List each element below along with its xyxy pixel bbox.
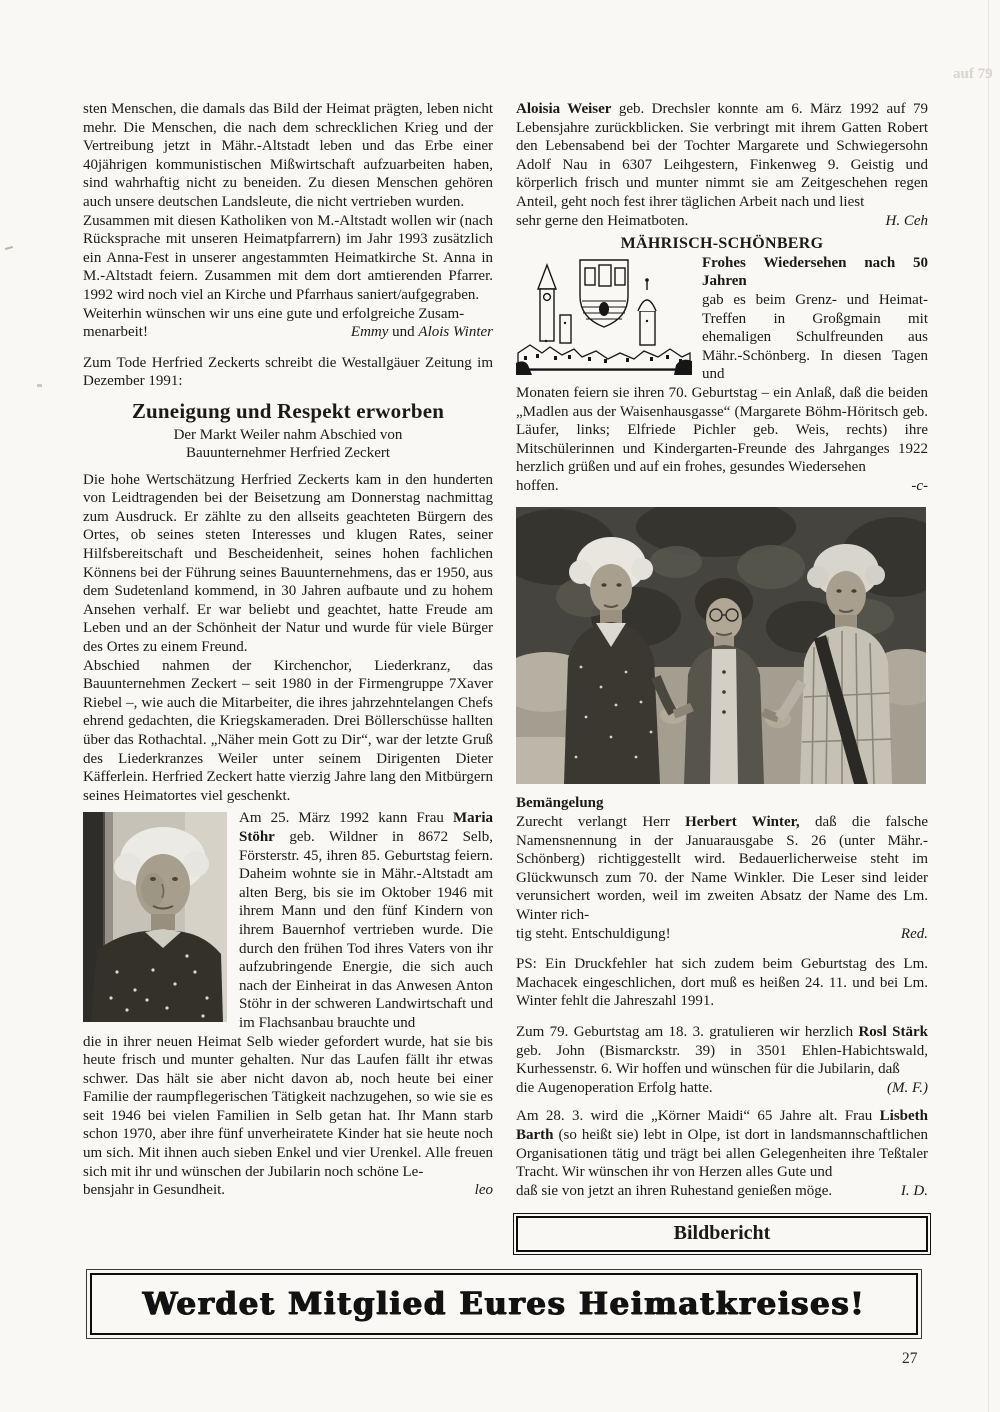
barth-paragraph: Am 28. 3. wird die „Körner Maidi“ 65 Jahre alt. Frau Lisbeth Barth (so heißt sie) lebt in Olpe, ist dort in landsmannschaftlichen Organisationen tätig und trägt bei allen Gelegenheiten ihre Teßtaler Tracht. Wir wünschen ihr von Herzen alles Gute und: [516, 1108, 928, 1181]
left-column: [83, 100, 493, 1200]
bemaengelung-paragraph: Zurecht verlangt Herr Herbert Winter, daß die falsche Namensnennung in der Januarausgabe S. 26 (unter Mähr.-Schönberg) richtiggestellt wird. Bedauerlicherweise steht im Glückwunsch zum 70. der Name Winkler. Die Leser sind leider verunsichert worden, weil im zweiten Absatz der Name des Lm. Winter rich-: [516, 814, 928, 924]
section-title-maehrisch-schoenberg: MÄHRISCH-SCHÖNBERG: [620, 235, 824, 253]
obituary-intro: Zum Tode Herfried Zeckerts schreibt die Westallgäuer Zeitung im Dezember 1991:: [83, 354, 493, 390]
stoehr-paragraph-continued: die in ihrer neuen Heimat Selb wieder gefordert wurde, hat sie bis heute frisch und munter gehalten. Nur das Laufen fällt ihr etwas schwer. Das hält sie aber nicht davon ab, noch heute bei einer Familie der raumpflegerischen Tätigkeit nachzugehen, so wie sie es seit 1946 bei vielen Familien in Selb getan hat. Ihr Mann starb schon 1970, aber ihre fünf unverheiratete Kinder hat sie heute noch um sich. Mit ihnen auch sieben Enkel und vier Urenkel. Alle freuen sich mit ihr und wünschen der Jubilarin noch schöne Le-: [83, 1033, 493, 1180]
obituary-body-1: Die hohe Wertschätzung Herfried Zeckerts kam in den hunderten von Leidtragenden bei der Beisetzung am Donnerstag nachmittag zum Ausdruck. Er zählte zu den allseits geachteten Bürgern des Ortes, ob seines steten Interesses und klugen Rates, seiner Hilfsbereitschaft und Bescheidenheit, seines hohen fachlichen Könnens bei der Führung seines Bauunternehmens, das er 1950, aus dem Sudetenland kommend, in 30 Jahren aufbaute und zu hohem Ansehen verhalf. Er war beliebt und geachtet, hatte Freude am Leben und an der Schönheit der Natur und wurde für viele Bürger des Ortes zu einem Freund.: [83, 471, 493, 656]
signature-c: -c-: [911, 477, 928, 494]
paragraph-wish: Weiterhin wünschen wir uns eine gute und erfolgreiche Zusam-: [83, 305, 465, 322]
bildbericht-title: Bildbericht: [673, 1222, 771, 1245]
bemaengelung-lastline: tig steht. Entschuldigung! Red.: [516, 925, 928, 942]
wiedersehen-lastline: hoffen. -c-: [516, 477, 928, 494]
membership-banner-text: Werdet Mitglied Eures Heimatkreises!: [142, 1286, 866, 1322]
paragraph-wish-lastline: menarbeit! Emmy und Alois Winter: [83, 324, 493, 341]
paragraph-continued-from-previous-page: sten Menschen, die damals das Bild der Heimat prägten, leben nicht mehr. Die Menschen, die nach dem schrecklichen Krieg und der Vertreibung jetzt in Mähr.-Altstadt leben und das Erbe einer 40jährigen kommunistischen Mißwirtschaft aufzuarbeiten haben, sind wahrhaftig nicht zu beneiden. Zu diesen Menschen gehören auch unsere deutschen Landsleute, die nicht vertrieben wurden.: [83, 101, 493, 210]
obituary-subhead-line2: Bauunternehmer Herfried Zeckert: [185, 445, 391, 462]
stoehr-paragraph: Am 25. März 1992 kann Frau Maria Stöhr geb. Wildner in 8672 Selb, Försterstr. 45, ihren 85. Geburtstag feiern. Daheim wohnte sie in Mähr.-Altstadt am alten Berg, bis sie im Oktober 1946 mit ihrem Mann und den fünf Kindern von ihrem Bauernhof vertrieben wurde. Die durch den frühen Tod ihres Vaters von ihr aufzubringende Energie, die sich auch nach der Einheirat in das Anwesen Anton Stöhr in der schweren Landwirtschaft und im Flachsanbau brauchte und: [239, 810, 493, 1031]
staerk-lastline: die Augenoperation Erfolg hatte. (M. F.): [516, 1079, 928, 1096]
stoehr-lastline: bensjahr in Gesundheit. leo: [83, 1182, 493, 1199]
print-bleed-artifact: auf 79: [953, 66, 993, 82]
page-number: 27: [902, 1350, 918, 1367]
ps-paragraph: PS: Ein Druckfehler hat sich zudem beim Geburtstag des Lm. Machacek eingeschlichen, dort muß es heißen 24. 11. und bei Lm. Winter fehlt die Jahreszahl 1991.: [516, 956, 928, 1010]
scan-speck: [5, 246, 13, 250]
obituary-subhead-line1: Der Markt Weiler nahm Abschied von: [173, 426, 403, 443]
right-column: [516, 100, 928, 1252]
town-crest-illustration: [516, 257, 692, 375]
scan-edge-line: [988, 0, 989, 1412]
membership-banner: [90, 1273, 918, 1335]
staerk-paragraph: Zum 79. Geburtstag am 18. 3. gratulieren wir herzlich Rosl Stärk geb. John (Bismarckstr. 39) in 3501 Ehlen-Habichtswald, Kurhessenstr. 6. Wir hoffen und wünschen für die Jubilarin, daß: [516, 1024, 928, 1078]
bemaengelung-title: Bemängelung: [516, 795, 604, 812]
signature-h-ceh: H. Ceh: [885, 212, 928, 229]
signature-emmy-alois-winter: Emmy und Alois Winter: [350, 324, 493, 341]
signature-leo: leo: [474, 1182, 493, 1199]
portrait-photo: [83, 812, 227, 1022]
signature-mf: (M. F.): [887, 1079, 928, 1096]
scan-speck: [37, 384, 42, 387]
wiedersehen-side-text: gab es beim Grenz- und Heimat-Treffen in Großgmain mit ehemaligen Schulfreunden aus Mähr.-Schönberg. In diesen Tagen und: [702, 291, 928, 383]
obituary-body-2: Abschied nahmen der Kirchenchor, Liederkranz, das Bauunternehmen Zeckert – seit 1980 in der Firmengruppe 7Xaver Riebel –, wie auch die Mitarbeiter, die ihres jahrzehntelangen Chefs ehrend gedachten, die Kriegskameraden. Drei Böllerschüsse hallten über das Rothachtal. „Näher mein Gott zu Dir“, war der letzte Gruß des Liederkranzes Weiler unter seinem Dirigenten Dieter Käfferlein. Herfried Zeckert hatte vierzig Jahre lang den Mitbürgern seines Heimatortes viel geschenkt.: [83, 657, 493, 804]
signature-red: Red.: [900, 925, 928, 942]
obituary-headline: Zuneigung und Respekt erworben: [131, 398, 445, 423]
weiser-lastline: sehr gerne den Heimatboten. H. Ceh: [516, 212, 928, 229]
barth-lastline: daß sie von jetzt an ihren Ruhestand genießen möge. I. D.: [516, 1182, 928, 1199]
stoehr-birthday-block: [83, 809, 493, 1199]
paragraph-anna-fest: Zusammen mit diesen Katholiken von M.-Altstadt wollen wir (nach Rücksprache mit unseren Heimatpfarrern) im Jahr 1993 zusätzlich ein Anna-Fest in unserer angestammten Heimatkirche St. Anna in M.-Altstadt feiern. Zusammen mit dem dort amtierenden Pfarrer. 1992 wird noch viel an Kirche und Pfarrhaus saniert/aufgegraben.: [83, 212, 493, 303]
group-photo: [516, 507, 926, 784]
signature-id: I. D.: [900, 1182, 928, 1199]
weiser-paragraph: Aloisia Weiser geb. Drechsler konnte am 6. März 1992 auf 79 Lebensjahre zurückblicken. Sie verbringt mit ihrem Gatten Robert den Lebensabend bei der Tochter Margarete und Schwiegersohn Adolf Nau in 6307 Leihgestern, Finkenweg 9. Geistig und körperlich frisch und munter nimmt sie am Zeitgeschehen regen Anteil, geht noch fest ihrer täglichen Arbeit nach und liest: [516, 101, 928, 210]
wiedersehen-continued: Monaten feiern sie ihren 70. Geburtstag – ein Anlaß, daß die beiden „Madlen aus der Waisenhausgasse“ (Margarete Böhm-Höritsch geb. Läufer, links; Elfriede Pichler geb. Weis, rechts) ihre Mitschülerinnen und Kindergarten-Freunde des Jahrganges 1922 herzlich grüßen und auf ein frohes, gesundes Wiedersehen: [516, 384, 928, 476]
wiedersehen-block: [516, 254, 928, 496]
wiedersehen-headline: Frohes Wiedersehen nach 50 Jahren: [702, 254, 928, 290]
bildbericht-box: [516, 1216, 928, 1252]
